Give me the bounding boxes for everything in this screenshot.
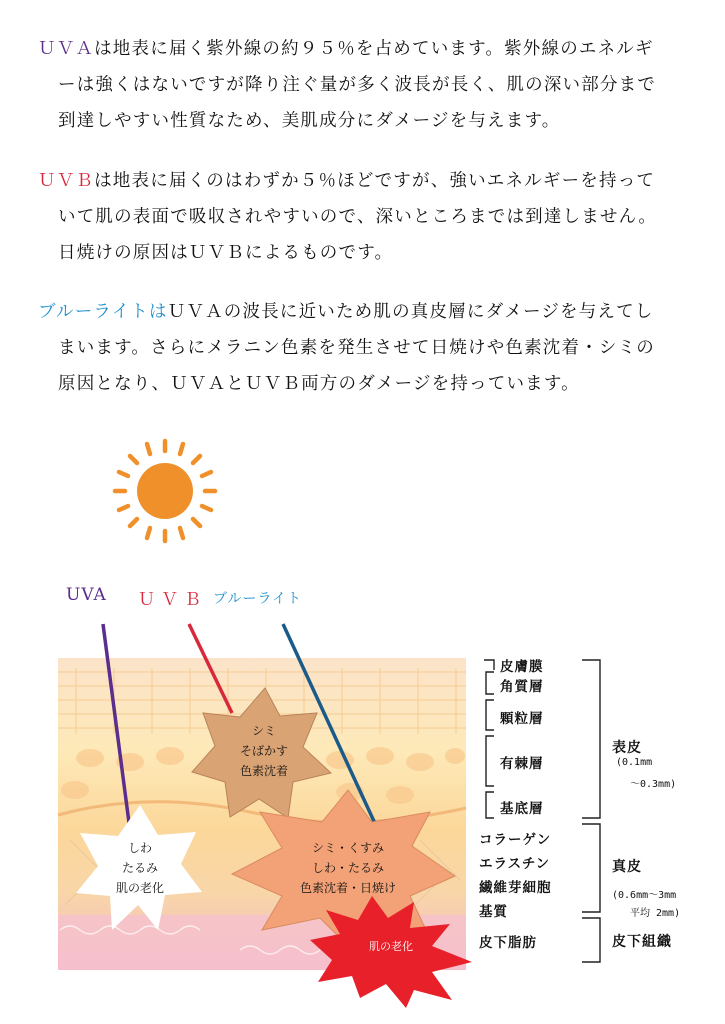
- star-text-line: たるみ: [121, 861, 158, 875]
- layer-label: 基底層: [500, 801, 544, 817]
- star-text-line: 色素沈着: [239, 764, 288, 778]
- bluelight-term: ブルーライトは: [38, 302, 168, 322]
- uva-label: UVA: [66, 585, 107, 605]
- paragraph-line: いて肌の表面で吸収されやすいので、深いところまでは到達しません。: [58, 207, 658, 227]
- star-text-line: シミ: [251, 724, 276, 738]
- sun-icon: [115, 441, 215, 541]
- layer-label: コラーゲン: [479, 832, 552, 848]
- subcutis-label: 皮下組織: [612, 934, 672, 950]
- epidermis-note: (0.1mm: [616, 757, 653, 768]
- layer-label: 基質: [479, 904, 508, 920]
- star-text-line: しわ・たるみ: [311, 861, 384, 875]
- burst-text: 肌の老化: [369, 940, 413, 953]
- dermis-label: 真皮: [612, 859, 642, 875]
- uva-term: ＵＶＡ: [38, 39, 95, 59]
- star-text-line: 色素沈着・日焼け: [299, 881, 396, 895]
- dermis-note: (0.6mm～3mm: [612, 890, 677, 901]
- star-spots-text: [214, 721, 314, 781]
- line-text: は地表に届くのはわずか５％ほどですが、強いエネルギーを持って: [94, 171, 656, 191]
- paragraph-line: 原因となり、ＵＶＡとＵＶＢ両方のダメージを持っています。: [58, 374, 580, 394]
- paragraph-line: 到達しやすい性質なため、美肌成分にダメージを与えます。: [58, 111, 561, 131]
- line-text: ＵＶＡの波長に近いため肌の真皮層にダメージを与えてし: [167, 302, 654, 322]
- paragraph-line: まいます。さらにメラニン色素を発生させて日焼けや色素沈着・シミの: [58, 338, 655, 358]
- star-spots-wrinkles-text: [288, 838, 408, 898]
- star-text-line: そばかす: [239, 744, 288, 758]
- star-aging-text: [100, 838, 180, 898]
- line-text: は地表に届く紫外線の約９５％を占めています。紫外線のエネルギ: [94, 39, 654, 59]
- paragraph-line: ーは強くはないですが降り注ぐ量が多く波長が長く、肌の深い部分まで: [58, 75, 657, 95]
- paragraph-line: 日焼けの原因はＵＶＢによるものです。: [58, 243, 394, 263]
- uvb-label: ＵＶＢ: [138, 590, 207, 610]
- layer-label: 皮膚膜: [500, 659, 544, 675]
- bluelight-label: ブルーライト: [213, 591, 303, 607]
- layer-label: 繊維芽細胞: [479, 880, 552, 896]
- layer-label: 有棘層: [500, 756, 544, 772]
- epidermis-label: 表皮: [612, 740, 642, 756]
- star-text-line: シミ・くすみ: [311, 841, 384, 855]
- star-text-line: 肌の老化: [115, 881, 164, 895]
- layer-label: 顆粒層: [500, 711, 544, 727]
- epidermis-note: ～0.3mm): [630, 779, 677, 790]
- star-text-line: しわ: [127, 841, 152, 855]
- layer-label: 皮下脂肪: [479, 935, 537, 951]
- uvb-term: ＵＶＢ: [38, 171, 95, 191]
- layer-label: エラスチン: [479, 856, 551, 872]
- layer-label: 角質層: [500, 679, 544, 695]
- dermis-note: 平均 2mm): [630, 908, 681, 919]
